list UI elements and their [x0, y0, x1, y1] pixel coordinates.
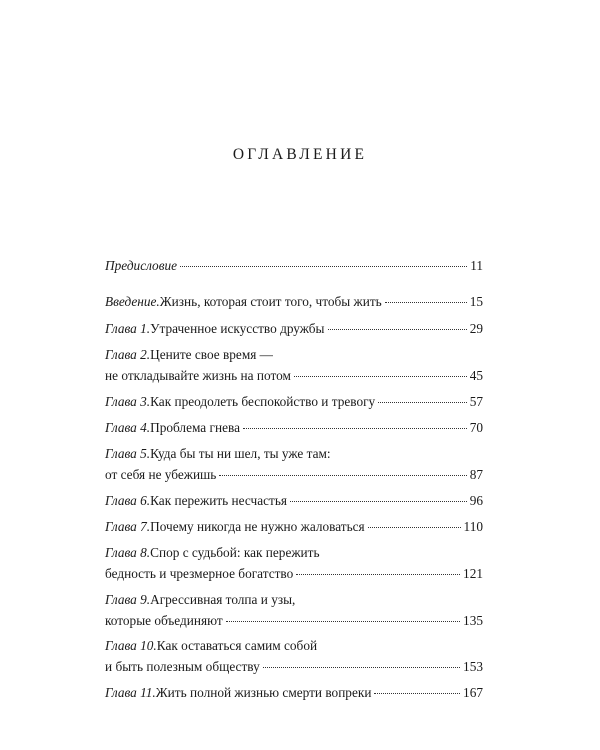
toc-entry-chapter-9[interactable] — [105, 589, 483, 631]
toc-entry-chapter-6[interactable] — [105, 490, 483, 511]
entry-prefix: Глава 6. — [105, 493, 151, 508]
dot-leader — [385, 302, 467, 303]
entry-prefix: Глава 11. — [105, 685, 156, 700]
entry-prefix: Глава 9. — [105, 592, 151, 607]
entry-title-continued: не откладывайте жизнь на потом — [105, 368, 291, 383]
dot-leader — [294, 376, 467, 377]
dot-leader — [226, 621, 460, 622]
toc-entry-chapter-7[interactable] — [105, 516, 483, 537]
toc-entry-chapter-3[interactable] — [105, 391, 483, 412]
dot-leader — [368, 527, 461, 528]
entry-title: Жить полной жизнью смерти вопреки — [155, 685, 372, 700]
page-number: 29 — [469, 321, 483, 336]
toc-entry-chapter-5[interactable] — [105, 443, 483, 485]
dot-leader — [180, 266, 467, 267]
entry-title: Цените свое время — — [150, 347, 273, 362]
entry-title: Жизнь, которая стоит того, чтобы жить — [159, 294, 382, 309]
page-number: 135 — [463, 613, 483, 628]
dot-leader — [374, 693, 460, 694]
entry-title: Как преодолеть беспокойство и тревогу — [150, 394, 376, 409]
entry-title-continued: которые объединяют — [105, 613, 223, 628]
page-number: 15 — [469, 294, 483, 309]
entry-title: Куда бы ты ни шел, ты уже там: — [150, 446, 331, 461]
entry-prefix: Глава 8. — [105, 545, 151, 560]
toc-entry-chapter-1[interactable] — [105, 318, 483, 339]
entry-prefix: Глава 7. — [105, 519, 151, 534]
page-number: 96 — [469, 493, 483, 508]
page-number: 153 — [463, 659, 483, 674]
dot-leader — [378, 402, 467, 403]
entry-title: Почему никогда не нужно жаловаться — [150, 519, 365, 534]
dot-leader — [296, 574, 460, 575]
toc-entry-preface[interactable] — [105, 255, 483, 276]
toc-entry-chapter-2[interactable] — [105, 344, 483, 386]
entry-title-continued: бедность и чрезмерное богатство — [105, 566, 294, 581]
entry-title: Агрессивная толпа и узы, — [150, 592, 296, 607]
page-number: 121 — [463, 566, 483, 581]
entry-title: Проблема гнева — [150, 420, 240, 435]
entry-title: Как оставаться самим собой — [156, 638, 318, 653]
entry-prefix: Глава 4. — [105, 420, 151, 435]
dot-leader — [328, 329, 467, 330]
entry-prefix: Глава 5. — [105, 446, 151, 461]
toc-entry-chapter-11[interactable] — [105, 682, 483, 703]
dot-leader — [290, 501, 467, 502]
entry-title-continued: и быть полезным обществу — [105, 659, 260, 674]
entry-prefix: Глава 1. — [105, 321, 151, 336]
entry-prefix: Глава 3. — [105, 394, 151, 409]
page-number: 110 — [463, 519, 483, 534]
entry-title: Как пережить несчастья — [150, 493, 288, 508]
page-number: 70 — [469, 420, 483, 435]
entry-prefix: Введение. — [105, 294, 160, 309]
entry-prefix: Глава 2. — [105, 347, 151, 362]
page-number: 45 — [469, 368, 483, 383]
toc-entry-chapter-8[interactable] — [105, 542, 483, 584]
toc-entry-introduction[interactable] — [105, 291, 483, 312]
dot-leader — [263, 667, 460, 668]
dot-leader — [243, 428, 467, 429]
entry-prefix: Глава 10. — [105, 638, 157, 653]
page-number: 11 — [470, 258, 483, 273]
page-number: 57 — [469, 394, 483, 409]
page-number: 167 — [463, 685, 483, 700]
entry-title: Спор с судьбой: как пережить — [150, 545, 320, 560]
entry-prefix: Предисловие — [105, 258, 178, 273]
dot-leader — [219, 475, 466, 476]
toc-entry-chapter-10[interactable] — [105, 635, 483, 677]
entry-title-continued: от себя не убежишь — [105, 467, 217, 482]
page-title: ОГЛАВЛЕНИЕ — [232, 146, 368, 163]
entry-title: Утраченное искусство дружбы — [150, 321, 325, 336]
page-number: 87 — [469, 467, 483, 482]
toc-entry-chapter-4[interactable] — [105, 417, 483, 438]
